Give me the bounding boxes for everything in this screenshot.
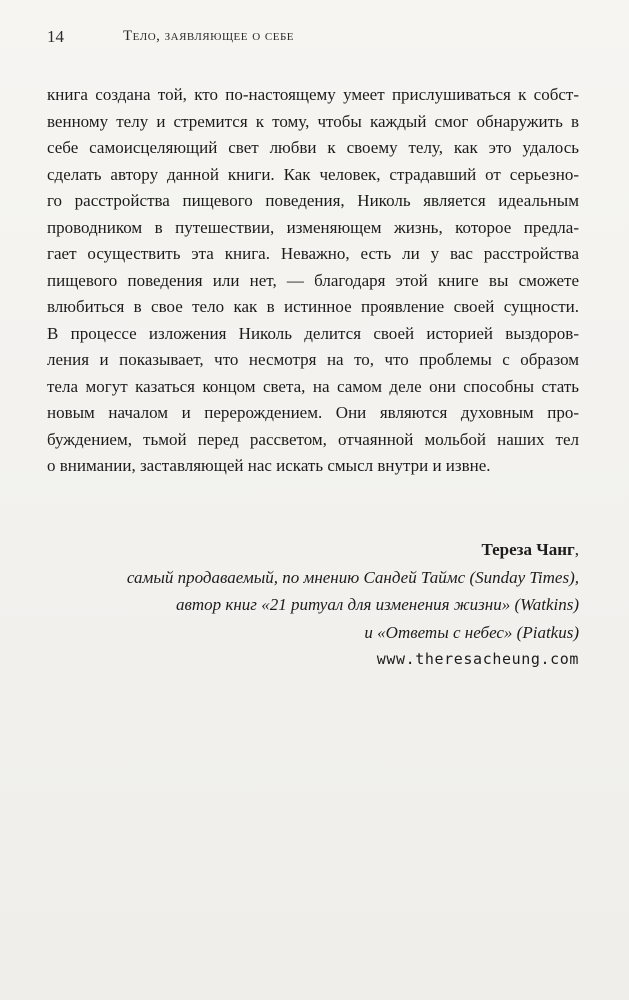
author-books-line: и «Ответы с небес» (Piatkus) bbox=[364, 622, 579, 642]
text-line: сделать автору данной книги. Как человек, страдавший от серьезно- bbox=[47, 164, 579, 184]
text-line: В процессе изложения Николь делится своей историей выздоров- bbox=[47, 323, 579, 343]
author-books-line: автор книг «21 ритуал для изменения жизни» (Watkins) bbox=[176, 595, 579, 614]
author-credential-line: самый продаваемый, по мнению Сандей Таймс (Sunday Times), bbox=[126, 567, 579, 587]
page-number: 14 bbox=[47, 27, 64, 46]
text-line: пищевого поведения или нет, — благодаря этой книге вы сможете bbox=[47, 270, 579, 290]
text-line: о внимании, заставляющей нас искать смысл внутри и извне. bbox=[47, 456, 491, 475]
text-line: го расстройства пищевого поведения, Николь является идеальным bbox=[47, 191, 579, 210]
author-name-comma: , bbox=[574, 540, 579, 559]
text-line: книга создана той, кто по-настоящему умеет прислушиваться к собст- bbox=[47, 85, 579, 104]
text-line: буждением, тьмой перед рассветом, отчаянной мольбой наших тел bbox=[47, 429, 579, 449]
text-line: тела могут казаться концом света, на самом деле они способны стать bbox=[47, 376, 579, 396]
text-line: венному телу и стремится к тому, чтобы каждый смог обнаружить в bbox=[47, 111, 579, 131]
author-name bbox=[47, 536, 579, 564]
body-paragraph bbox=[47, 82, 579, 480]
text-line: себе самоисцеляющий свет любви к своему телу, как это удалось bbox=[47, 138, 579, 157]
text-line: влюбиться в свое тело как в истинное проявление своей сущности. bbox=[47, 297, 579, 316]
text-line: гает осуществить эта книга. Неважно, есть ли у вас расстройства bbox=[47, 244, 579, 263]
page-header bbox=[47, 27, 589, 49]
text-line: новым началом и перерождением. Они являются духовным про- bbox=[47, 403, 579, 422]
text-line: ления и показывает, что несмотря на то, что проблемы с образом bbox=[47, 350, 579, 369]
author-website: www.theresacheung.com bbox=[376, 650, 579, 668]
attribution-block bbox=[47, 536, 579, 674]
text-line: проводником в путешествии, изменяющем жизнь, которое предла- bbox=[47, 217, 579, 237]
running-head: Тело, заявляющее о себе bbox=[123, 28, 295, 44]
author-name-text: Тереза Чанг bbox=[481, 540, 575, 559]
